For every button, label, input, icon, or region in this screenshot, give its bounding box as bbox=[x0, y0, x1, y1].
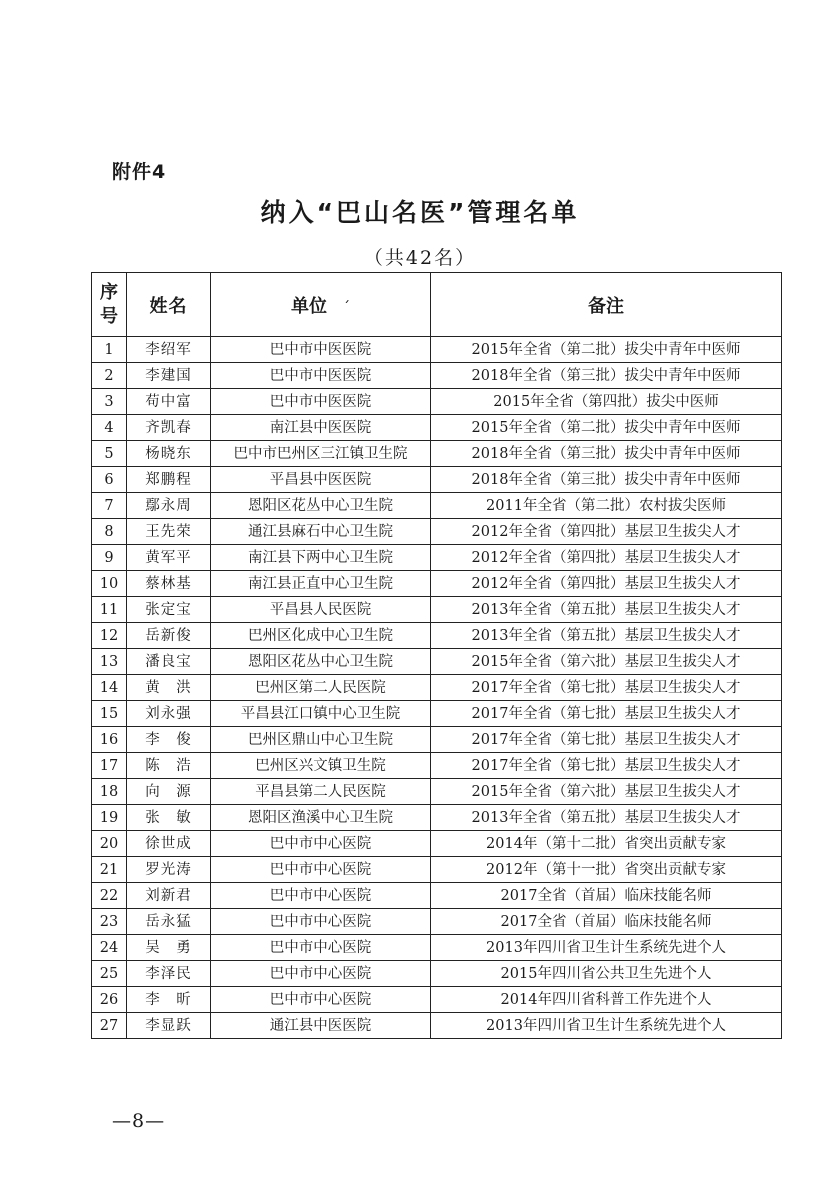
cell-seq: 18 bbox=[92, 779, 127, 805]
cell-name: 陈 浩 bbox=[127, 753, 211, 779]
table-row bbox=[92, 961, 782, 987]
cell-name: 杨晓东 bbox=[127, 441, 211, 467]
cell-name: 李建国 bbox=[127, 363, 211, 389]
cell-name: 黄军平 bbox=[127, 545, 211, 571]
table-row bbox=[92, 363, 782, 389]
table-row bbox=[92, 727, 782, 753]
cell-note: 2017全省（首届）临床技能名师 bbox=[431, 909, 782, 935]
cell-name: 王先荣 bbox=[127, 519, 211, 545]
cell-name: 刘永强 bbox=[127, 701, 211, 727]
cell-name: 齐凯春 bbox=[127, 415, 211, 441]
header-unit-label: 单位 bbox=[291, 295, 327, 317]
header-unit bbox=[211, 273, 431, 337]
cell-unit: 巴中市中心医院 bbox=[211, 831, 431, 857]
cell-note: 2014年（第十二批）省突出贡献专家 bbox=[431, 831, 782, 857]
cell-unit: 巴中市中心医院 bbox=[211, 961, 431, 987]
cell-seq: 6 bbox=[92, 467, 127, 493]
header-seq-line1: 序 bbox=[100, 281, 118, 303]
cell-note: 2012年全省（第四批）基层卫生拔尖人才 bbox=[431, 571, 782, 597]
cell-note: 2018年全省（第三批）拔尖中青年中医师 bbox=[431, 363, 782, 389]
table-row bbox=[92, 753, 782, 779]
cell-name: 罗光涛 bbox=[127, 857, 211, 883]
table-row bbox=[92, 805, 782, 831]
cell-unit: 巴州区兴文镇卫生院 bbox=[211, 753, 431, 779]
cell-note: 2015年全省（第四批）拔尖中医师 bbox=[431, 389, 782, 415]
cell-note: 2012年全省（第四批）基层卫生拔尖人才 bbox=[431, 519, 782, 545]
table-row bbox=[92, 779, 782, 805]
cell-unit: 平昌县中医医院 bbox=[211, 467, 431, 493]
cell-name: 岳新俊 bbox=[127, 623, 211, 649]
cell-note: 2015年全省（第二批）拔尖中青年中医师 bbox=[431, 337, 782, 363]
cell-unit: 平昌县第二人民医院 bbox=[211, 779, 431, 805]
header-note: 备注 bbox=[431, 273, 782, 337]
cell-name: 徐世成 bbox=[127, 831, 211, 857]
cell-note: 2017年全省（第七批）基层卫生拔尖人才 bbox=[431, 675, 782, 701]
header-name: 姓名 bbox=[127, 273, 211, 337]
page-number: —8— bbox=[112, 1110, 166, 1132]
cell-unit: 巴中市中心医院 bbox=[211, 987, 431, 1013]
cell-seq: 10 bbox=[92, 571, 127, 597]
table-row bbox=[92, 701, 782, 727]
header-seq bbox=[92, 273, 127, 337]
cell-unit: 通江县中医医院 bbox=[211, 1013, 431, 1039]
cell-seq: 26 bbox=[92, 987, 127, 1013]
roster-table bbox=[91, 272, 782, 1039]
cell-name: 张 敏 bbox=[127, 805, 211, 831]
cell-name: 苟中富 bbox=[127, 389, 211, 415]
cell-unit: 巴中市中心医院 bbox=[211, 935, 431, 961]
cell-seq: 21 bbox=[92, 857, 127, 883]
cell-unit: 巴中市中医医院 bbox=[211, 337, 431, 363]
cell-note: 2013年四川省卫生计生系统先进个人 bbox=[431, 1013, 782, 1039]
cell-seq: 19 bbox=[92, 805, 127, 831]
header-row bbox=[92, 273, 782, 337]
cell-note: 2011年全省（第二批）农村拔尖医师 bbox=[431, 493, 782, 519]
cell-seq: 16 bbox=[92, 727, 127, 753]
cell-note: 2013年全省（第五批）基层卫生拔尖人才 bbox=[431, 597, 782, 623]
cell-name: 向 源 bbox=[127, 779, 211, 805]
cell-name: 鄢永周 bbox=[127, 493, 211, 519]
attachment-label: 附件4 bbox=[112, 161, 167, 183]
cell-unit: 巴中市中医医院 bbox=[211, 363, 431, 389]
cell-seq: 7 bbox=[92, 493, 127, 519]
cell-unit: 巴中市中心医院 bbox=[211, 857, 431, 883]
cell-note: 2012年全省（第四批）基层卫生拔尖人才 bbox=[431, 545, 782, 571]
cell-unit: 平昌县人民医院 bbox=[211, 597, 431, 623]
cell-note: 2014年四川省科普工作先进个人 bbox=[431, 987, 782, 1013]
cell-note: 2017全省（首届）临床技能名师 bbox=[431, 883, 782, 909]
cell-seq: 17 bbox=[92, 753, 127, 779]
table-row bbox=[92, 649, 782, 675]
cell-note: 2017年全省（第七批）基层卫生拔尖人才 bbox=[431, 727, 782, 753]
cell-note: 2015年全省（第二批）拔尖中青年中医师 bbox=[431, 415, 782, 441]
cell-name: 黄 洪 bbox=[127, 675, 211, 701]
cell-seq: 15 bbox=[92, 701, 127, 727]
cell-seq: 20 bbox=[92, 831, 127, 857]
cell-seq: 23 bbox=[92, 909, 127, 935]
table-row bbox=[92, 415, 782, 441]
cell-seq: 11 bbox=[92, 597, 127, 623]
cell-seq: 3 bbox=[92, 389, 127, 415]
table-row bbox=[92, 623, 782, 649]
cell-seq: 8 bbox=[92, 519, 127, 545]
table-row bbox=[92, 597, 782, 623]
cell-name: 李绍军 bbox=[127, 337, 211, 363]
cell-note: 2017年全省（第七批）基层卫生拔尖人才 bbox=[431, 701, 782, 727]
cell-unit: 通江县麻石中心卫生院 bbox=[211, 519, 431, 545]
cell-name: 岳永猛 bbox=[127, 909, 211, 935]
cell-note: 2012年（第十一批）省突出贡献专家 bbox=[431, 857, 782, 883]
cell-seq: 25 bbox=[92, 961, 127, 987]
cell-unit: 巴州区化成中心卫生院 bbox=[211, 623, 431, 649]
cell-name: 吴 勇 bbox=[127, 935, 211, 961]
table-row bbox=[92, 831, 782, 857]
cell-unit: 南江县正直中心卫生院 bbox=[211, 571, 431, 597]
cell-unit: 恩阳区花丛中心卫生院 bbox=[211, 649, 431, 675]
table-row bbox=[92, 337, 782, 363]
cell-unit: 巴州区鼎山中心卫生院 bbox=[211, 727, 431, 753]
cell-unit: 平昌县江口镇中心卫生院 bbox=[211, 701, 431, 727]
table-row bbox=[92, 493, 782, 519]
cell-unit: 南江县下两中心卫生院 bbox=[211, 545, 431, 571]
table-row bbox=[92, 467, 782, 493]
table-row bbox=[92, 571, 782, 597]
cell-unit: 巴中市中医医院 bbox=[211, 389, 431, 415]
cell-unit: 南江县中医医院 bbox=[211, 415, 431, 441]
cell-name: 蔡林基 bbox=[127, 571, 211, 597]
table-row bbox=[92, 1013, 782, 1039]
cell-seq: 27 bbox=[92, 1013, 127, 1039]
cell-seq: 2 bbox=[92, 363, 127, 389]
cell-unit: 恩阳区渔溪中心卫生院 bbox=[211, 805, 431, 831]
cell-unit: 巴中市中心医院 bbox=[211, 909, 431, 935]
table-row bbox=[92, 389, 782, 415]
cell-note: 2015年全省（第六批）基层卫生拔尖人才 bbox=[431, 649, 782, 675]
cell-unit: 恩阳区花丛中心卫生院 bbox=[211, 493, 431, 519]
cell-note: 2013年全省（第五批）基层卫生拔尖人才 bbox=[431, 623, 782, 649]
table-row bbox=[92, 987, 782, 1013]
cell-seq: 9 bbox=[92, 545, 127, 571]
table-row bbox=[92, 935, 782, 961]
table-row bbox=[92, 675, 782, 701]
cell-note: 2015年全省（第六批）基层卫生拔尖人才 bbox=[431, 779, 782, 805]
cell-unit: 巴州区第二人民医院 bbox=[211, 675, 431, 701]
table-row bbox=[92, 857, 782, 883]
table-row bbox=[92, 441, 782, 467]
cell-note: 2015年四川省公共卫生先进个人 bbox=[431, 961, 782, 987]
header-unit-mark: ˊ bbox=[343, 299, 350, 316]
table-header bbox=[92, 273, 782, 337]
cell-name: 李泽民 bbox=[127, 961, 211, 987]
cell-note: 2018年全省（第三批）拔尖中青年中医师 bbox=[431, 441, 782, 467]
document-title: 纳入“巴山名医”管理名单 bbox=[260, 198, 580, 227]
cell-note: 2018年全省（第三批）拔尖中青年中医师 bbox=[431, 467, 782, 493]
cell-seq: 13 bbox=[92, 649, 127, 675]
cell-name: 李 俊 bbox=[127, 727, 211, 753]
cell-name: 潘良宝 bbox=[127, 649, 211, 675]
table-row bbox=[92, 883, 782, 909]
cell-seq: 22 bbox=[92, 883, 127, 909]
cell-name: 刘新君 bbox=[127, 883, 211, 909]
cell-seq: 24 bbox=[92, 935, 127, 961]
cell-name: 李显跃 bbox=[127, 1013, 211, 1039]
cell-seq: 5 bbox=[92, 441, 127, 467]
table-row bbox=[92, 545, 782, 571]
cell-seq: 12 bbox=[92, 623, 127, 649]
table-body bbox=[92, 337, 782, 1039]
cell-name: 张定宝 bbox=[127, 597, 211, 623]
table-row bbox=[92, 519, 782, 545]
cell-note: 2017年全省（第七批）基层卫生拔尖人才 bbox=[431, 753, 782, 779]
cell-name: 郑鹏程 bbox=[127, 467, 211, 493]
header-seq-line2: 号 bbox=[100, 305, 118, 327]
cell-note: 2013年四川省卫生计生系统先进个人 bbox=[431, 935, 782, 961]
cell-name: 李 昕 bbox=[127, 987, 211, 1013]
cell-unit: 巴中市巴州区三江镇卫生院 bbox=[211, 441, 431, 467]
cell-seq: 14 bbox=[92, 675, 127, 701]
cell-unit: 巴中市中心医院 bbox=[211, 883, 431, 909]
cell-note: 2013年全省（第五批）基层卫生拔尖人才 bbox=[431, 805, 782, 831]
cell-seq: 1 bbox=[92, 337, 127, 363]
document-subtitle: （共42名） bbox=[363, 247, 477, 269]
table-row bbox=[92, 909, 782, 935]
cell-seq: 4 bbox=[92, 415, 127, 441]
